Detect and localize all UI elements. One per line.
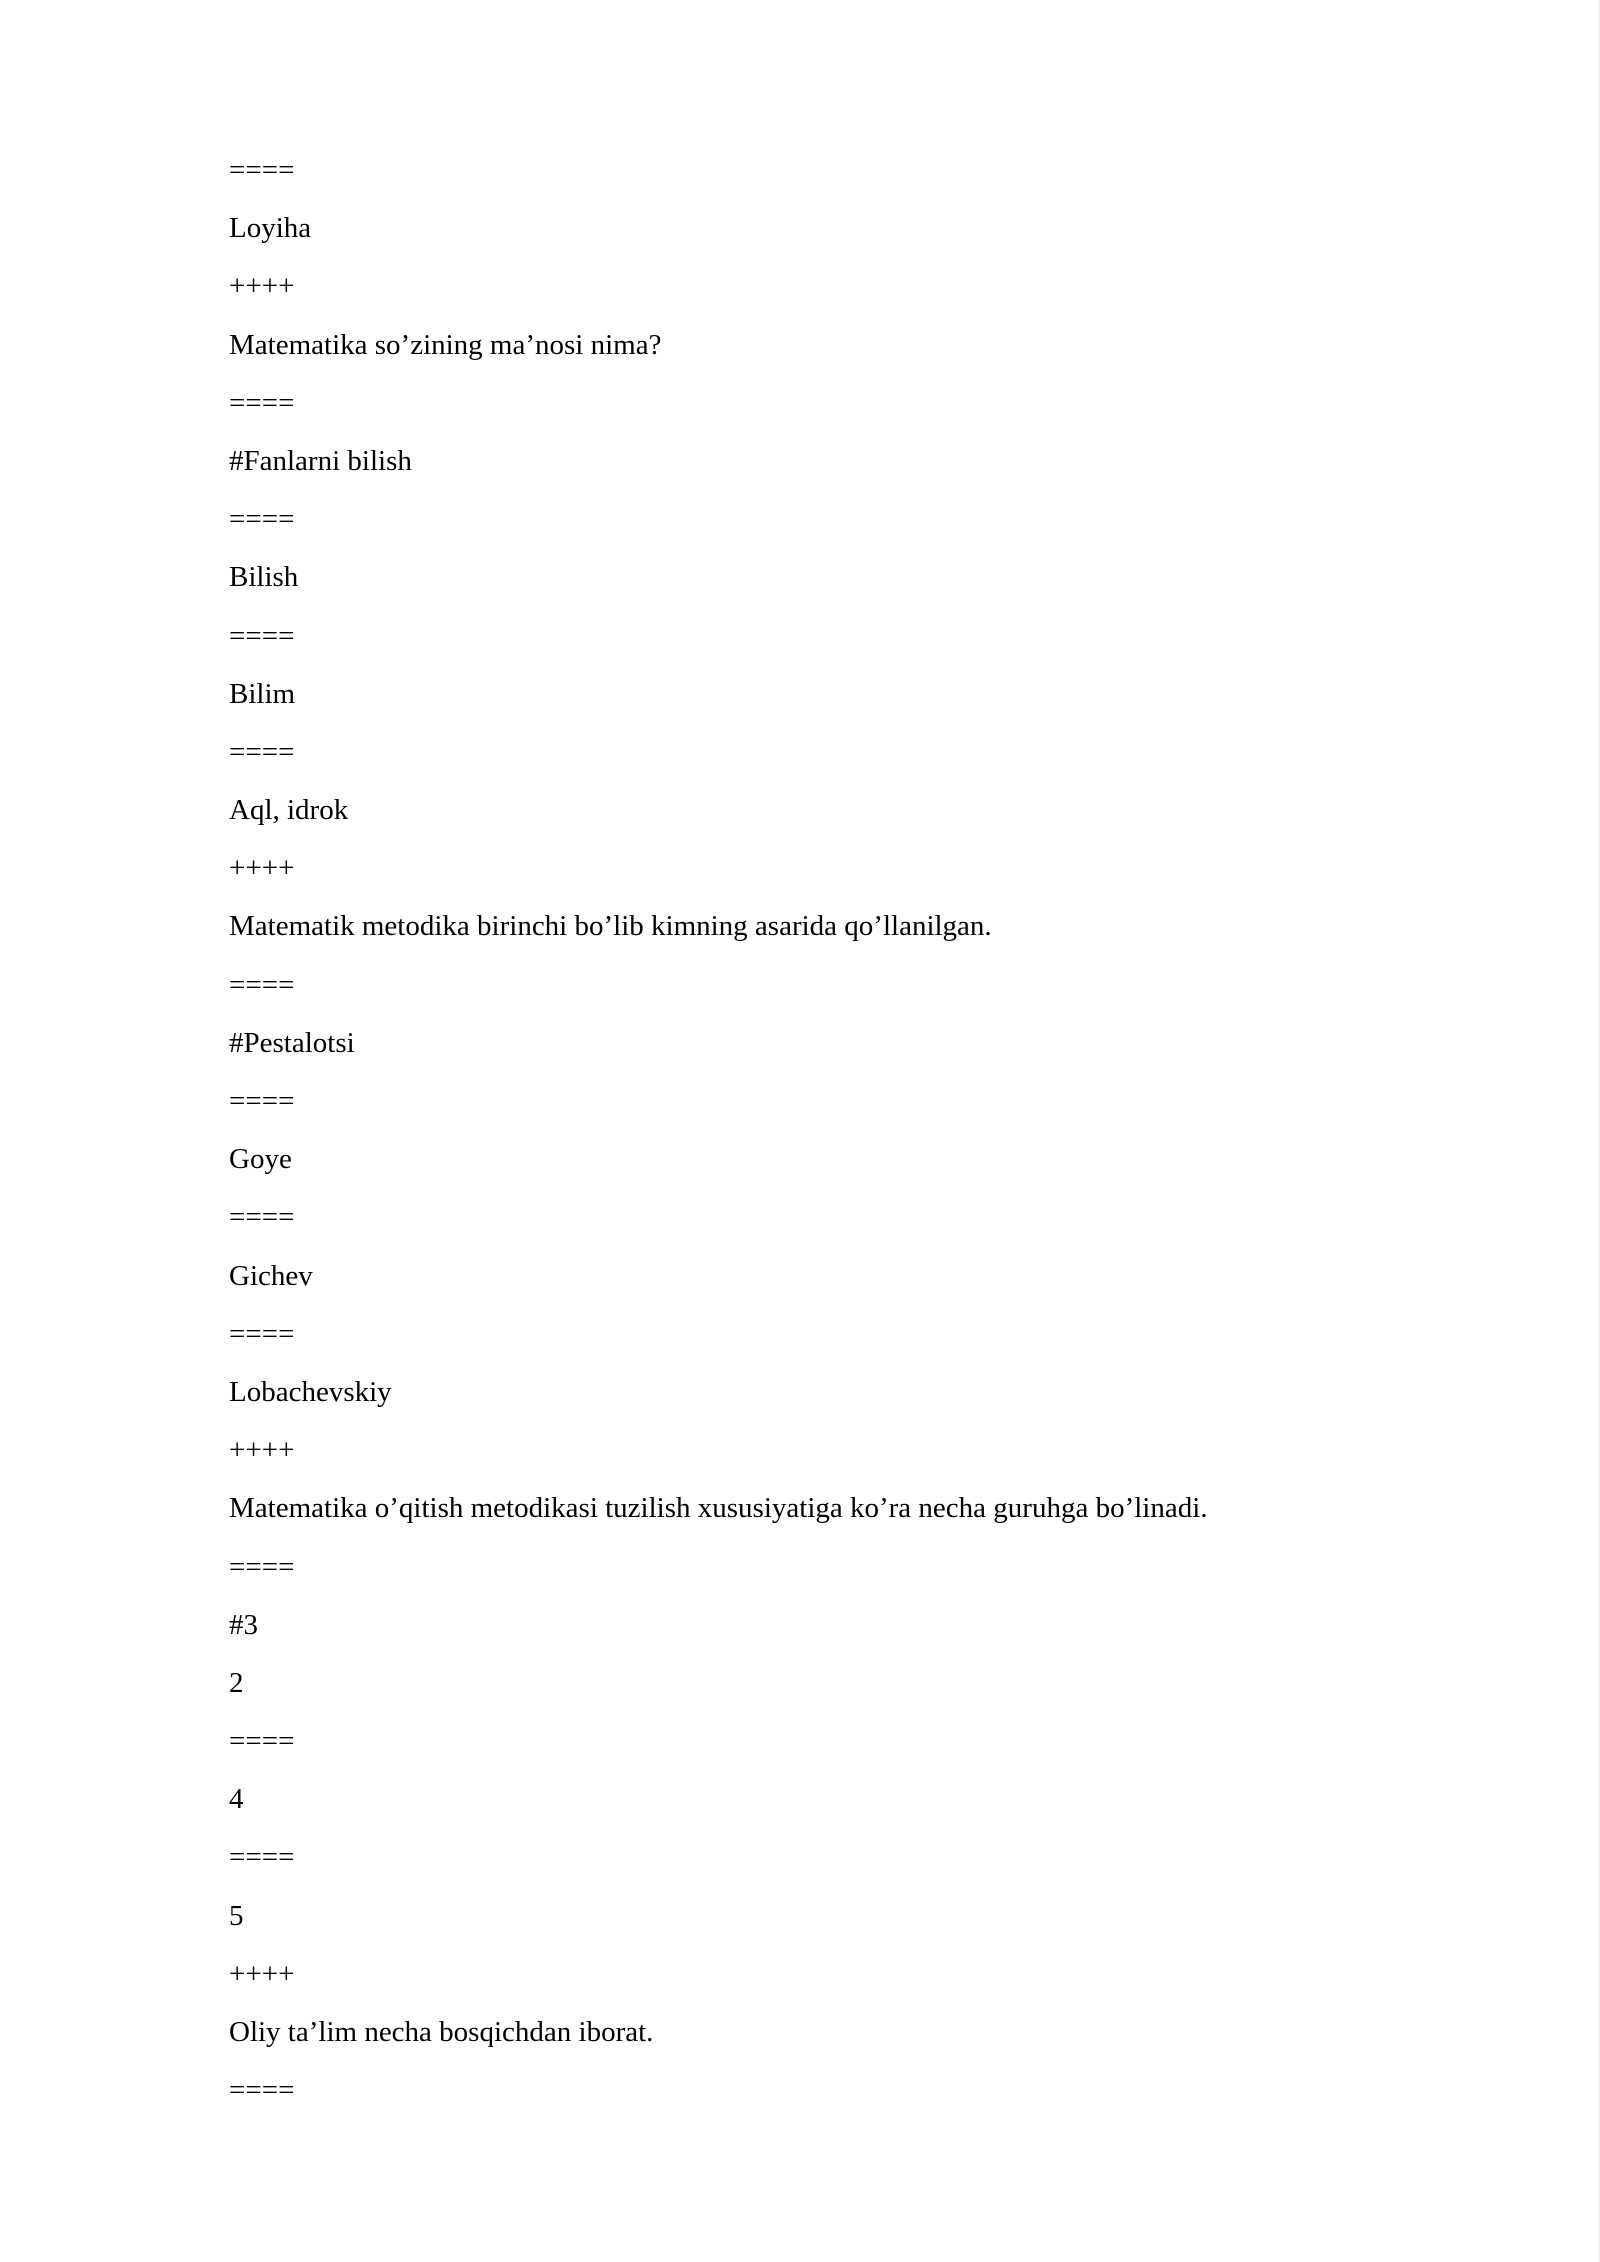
text-line: ==== — [229, 968, 295, 1001]
text-line: ==== — [229, 1841, 295, 1874]
text-line: Aql, idrok — [229, 794, 349, 827]
text-line: ++++ — [229, 1957, 295, 1990]
text-line: ==== — [229, 386, 295, 419]
text-line: Oliy ta’lim necha bosqichdan iborat. — [229, 2016, 654, 2048]
text-line: ==== — [229, 503, 295, 536]
text-line: ==== — [229, 154, 295, 186]
text-line: #Fanlarni bilish — [229, 444, 412, 477]
text-line: ==== — [229, 735, 295, 768]
text-line: ++++ — [229, 270, 295, 303]
text-line: Gichev — [229, 1259, 313, 1292]
text-line: ==== — [229, 1550, 295, 1583]
text-line: ++++ — [229, 1434, 295, 1467]
text-line: Matematika so’zining ma’nosi nima? — [229, 328, 662, 361]
text-line: ==== — [229, 2074, 295, 2107]
text-line: ==== — [229, 1725, 295, 1758]
text-line: ==== — [229, 1201, 295, 1234]
text-line: Bilish — [229, 561, 299, 594]
text-line: Loyiha — [229, 212, 312, 245]
text-line: 5 — [229, 1899, 244, 1932]
text-line: ==== — [229, 1085, 295, 1117]
text-line: Goye — [229, 1143, 292, 1176]
text-line: #Pestalotsi — [229, 1026, 355, 1059]
text-line: #3 — [229, 1608, 258, 1641]
document-body — [229, 148, 1509, 2126]
text-line: Lobachevskiy — [229, 1375, 392, 1408]
text-line: Bilim — [229, 677, 296, 710]
text-line: Matematik metodika birinchi bo’lib kimning asarida qo’llanilgan. — [229, 910, 992, 943]
text-line: ==== — [229, 619, 295, 652]
text-line: ==== — [229, 1317, 295, 1350]
text-line: 4 — [229, 1783, 244, 1816]
text-line: 2 — [229, 1666, 244, 1699]
text-line: Matematika o’qitish metodikasi tuzilish xususiyatiga ko’ra necha guruhga bo’linadi. — [229, 1492, 1208, 1525]
text-line: ++++ — [229, 852, 295, 885]
